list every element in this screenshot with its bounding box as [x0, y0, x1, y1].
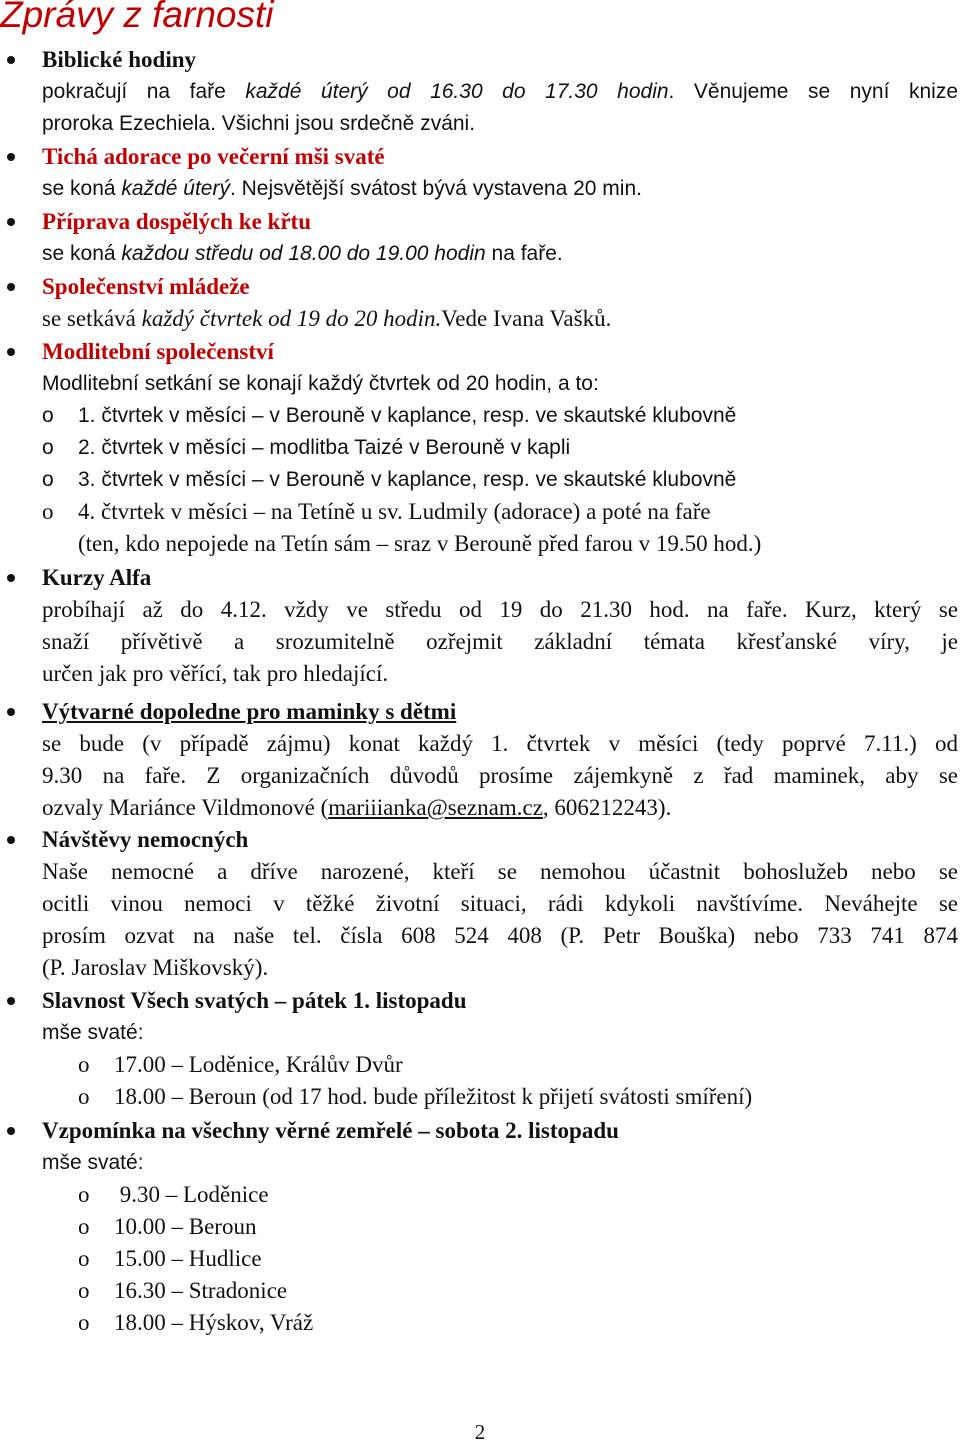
mass-label: mše svaté:: [42, 1021, 144, 1044]
item-heading: Příprava dospělých ke křtu: [42, 209, 311, 234]
item-text-line: (P. Jaroslav Miškovský).: [42, 955, 269, 980]
item-heading: Tichá adorace po večerní mši svaté: [42, 144, 385, 169]
bullet: [7, 153, 15, 161]
bullet: [7, 218, 15, 226]
bullet: [7, 56, 15, 64]
page-number: 2: [474, 1420, 486, 1444]
page-title: Zprávy z farnosti: [0, 0, 274, 35]
item-heading: Kurzy Alfa: [42, 565, 152, 590]
sub-list-item: o 9.30 – Loděnice: [78, 1182, 269, 1207]
item-heading: Vzpomínka na všechny věrné zemřelé – sobota 2. listopadu: [42, 1118, 619, 1143]
item-text-line: 9.30 na faře. Z organizačních důvodů prosíme zájemkyně z řad maminek, aby se: [42, 763, 958, 788]
bullet: [7, 708, 15, 716]
sub-list-item: o 1. čtvrtek v měsíci – v Berouně v kaplance, resp. ve skautské klubovně: [42, 404, 737, 427]
item-text-line: ozvaly Mariánce Vildmonové (mariiianka@seznam.cz, 606212243).: [42, 795, 672, 820]
emphasis-text: každé úterý od 16.30 do 17.30 hodin: [245, 80, 669, 103]
item-text-line: Naše nemocné a dříve narozené, kteří se nemohou účastnit bohoslužeb nebo se: [42, 859, 958, 884]
item-heading: Společenství mládeže: [42, 274, 250, 299]
item-text-line: proroka Ezechiela. Všichni jsou srdečně zváni.: [42, 112, 476, 135]
item-text-line: snaží přívětivě a srozumitelně ozřejmit základní témata křesťanské víry, je: [42, 629, 958, 654]
item-text-line: se bude (v případě zájmu) konat každý 1. čtvrtek v měsíci (tedy poprvé 7.11.) od: [42, 731, 958, 756]
sub-list-item: o 18.00 – Hýskov, Vráž: [78, 1310, 314, 1335]
item-heading: Slavnost Všech svatých – pátek 1. listopadu: [42, 988, 467, 1013]
sub-list-item: o 18.00 – Beroun (od 17 hod. bude příležitost k přijetí svátosti smíření): [78, 1084, 753, 1109]
bullet: [7, 1127, 15, 1135]
bullet: [7, 283, 15, 291]
sub-list-item: o 2. čtvrtek v měsíci – modlitba Taizé v Berouně v kapli: [42, 436, 571, 459]
item-text-line: se setkává každý čtvrtek od 19 do 20 hodin.Vede Ivana Vašků.: [42, 306, 612, 331]
item-text-line: pokračují na faře každé úterý od 16.30 do 17.30 hodin. Věnujeme se nyní knize: [42, 80, 958, 103]
item-heading: Modlitební společenství: [42, 339, 274, 364]
sub-list-item: o 16.30 – Stradonice: [78, 1278, 288, 1303]
sub-list-item: o 15.00 – Hudlice: [78, 1246, 262, 1271]
email-link[interactable]: mariiianka@seznam.cz: [328, 795, 543, 820]
item-text-line: probíhají až do 4.12. vždy ve středu od 19 do 21.30 hod. na faře. Kurz, který se: [42, 597, 958, 622]
item-text-line: prosím ozvat na naše tel. čísla 608 524 408 (P. Petr Bouška) nebo 733 741 874: [42, 923, 958, 948]
emphasis-text: každý čtvrtek od 19 do 20 hodin.: [141, 306, 442, 331]
item-text-line: ocitli vinou nemoci v těžké životní situaci, rádi kdykoli navštívíme. Neváhejte se: [42, 891, 958, 916]
bullet: [7, 997, 15, 1005]
bullet: [7, 574, 15, 582]
item-heading: Návštěvy nemocných: [42, 827, 249, 852]
bullet: [7, 836, 15, 844]
bullet: [7, 348, 15, 356]
sub-list-item: o 3. čtvrtek v měsíci – v Berouně v kaplance, resp. ve skautské klubovně: [42, 468, 737, 491]
item-text-line: Modlitební setkání se konají každý čtvrtek od 20 hodin, a to:: [42, 372, 599, 395]
sub-list-continuation: (ten, kdo nepojede na Tetín sám – sraz v Berouně před farou v 19.50 hod.): [78, 531, 762, 556]
item-text-line: se koná každé úterý. Nejsvětější svátost bývá vystavena 20 min.: [42, 177, 642, 200]
sub-list-item: o 10.00 – Beroun: [78, 1214, 257, 1239]
sub-list-item: o 4. čtvrtek v měsíci – na Tetíně u sv. Ludmily (adorace) a poté na faře: [42, 499, 711, 524]
emphasis-text: každé úterý: [121, 177, 230, 200]
item-heading: Biblické hodiny: [42, 47, 197, 72]
item-text-line: se koná každou středu od 18.00 do 19.00 hodin na faře.: [42, 242, 563, 265]
mass-label: mše svaté:: [42, 1151, 144, 1174]
emphasis-text: každou středu od 18.00 do 19.00 hodin: [121, 242, 486, 265]
item-heading: Výtvarné dopoledne pro maminky s dětmi: [42, 699, 457, 724]
item-text-line: určen jak pro věřící, tak pro hledající.: [42, 661, 389, 686]
sub-list-item: o 17.00 – Loděnice, Králův Dvůr: [78, 1052, 403, 1077]
